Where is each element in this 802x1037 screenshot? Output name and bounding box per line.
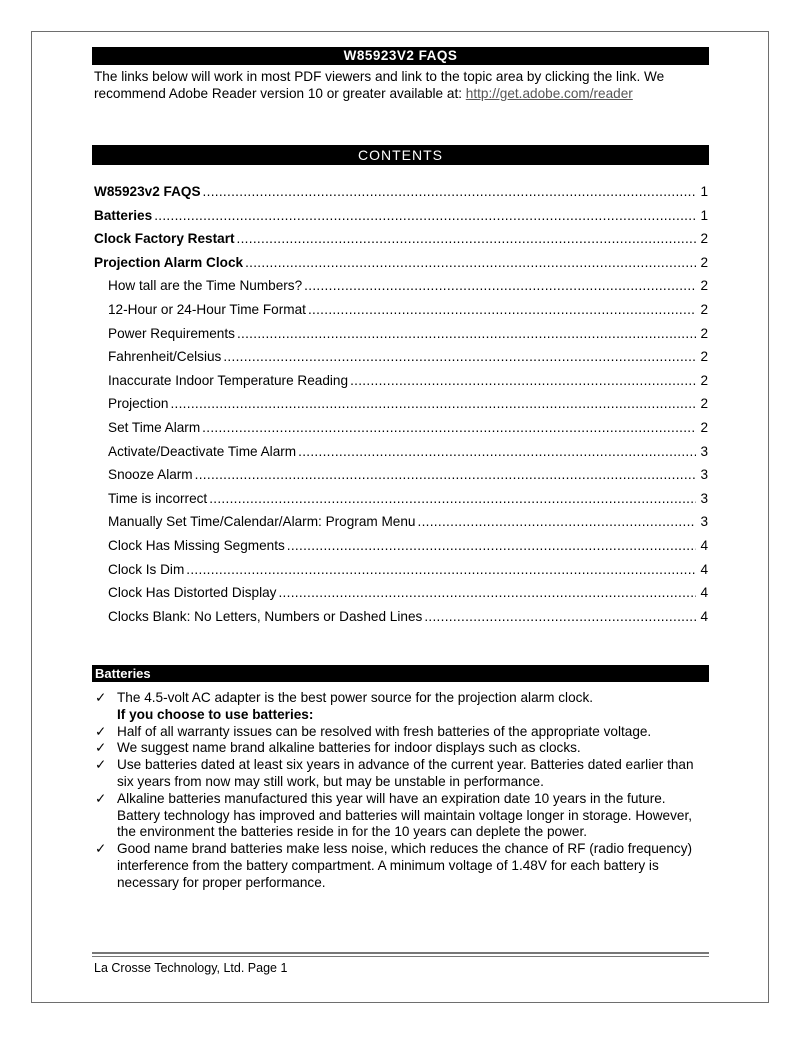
adobe-reader-link[interactable]: http://get.adobe.com/reader (465, 86, 633, 101)
toc-item-missing-segments[interactable] (94, 534, 708, 558)
toc-item-label: Clock Factory Restart (94, 231, 235, 247)
toc-item-page: 4 (700, 585, 708, 601)
toc-item-time-numbers[interactable] (94, 274, 708, 298)
toc-item-clock-factory-restart[interactable] (94, 227, 708, 251)
toc-item-label: Inaccurate Indoor Temperature Reading (108, 372, 349, 388)
toc-item-snooze-alarm[interactable] (94, 463, 708, 487)
toc-item-label: Clocks Blank: No Letters, Numbers or Dashed Lines (108, 608, 423, 624)
toc-leader (237, 322, 697, 346)
toc-item-label: Snooze Alarm (108, 467, 193, 483)
toc-item-label: W85923v2 FAQS (94, 184, 201, 199)
toc-leader (209, 487, 696, 511)
toc-item-page: 3 (700, 443, 708, 459)
toc-item-time-format[interactable] (94, 298, 708, 322)
toc-item-label: Manually Set Time/Calendar/Alarm: Program Menu (108, 514, 416, 530)
toc-item-label: 12-Hour or 24-Hour Time Format (108, 301, 306, 317)
toc-item-page: 2 (700, 349, 708, 365)
batteries-list (95, 690, 710, 892)
toc-item-distorted-display[interactable] (94, 581, 708, 605)
toc-item-set-time-alarm[interactable] (94, 416, 708, 440)
batteries-heading: Batteries (92, 665, 709, 682)
list-item (95, 740, 710, 757)
toc-item-inaccurate-temperature[interactable] (94, 369, 708, 393)
toc-item-page: 4 (700, 608, 708, 624)
toc-item-label: Clock Has Missing Segments (108, 537, 285, 553)
toc-item-label: Power Requirements (108, 325, 235, 341)
toc-leader (170, 392, 696, 416)
toc-item-projection[interactable] (94, 392, 708, 416)
list-item-text: Use batteries dated at least six years in advance of the current year. Batteries dated earlier than six years from now may still work, but may be unstable in performance. (117, 757, 694, 789)
toc-item-label: Fahrenheit/Celsius (108, 349, 222, 365)
toc-leader (186, 558, 696, 582)
list-item-subheading: If you choose to use batteries: (117, 706, 314, 722)
toc-item-power-requirements[interactable] (94, 322, 708, 346)
toc-item-page: 2 (700, 325, 708, 341)
checkmark-icon: ✓ (95, 757, 107, 773)
toc-item-page: 4 (700, 537, 708, 553)
list-item (95, 841, 710, 891)
toc-leader (278, 581, 696, 605)
toc-item-fahrenheit-celsius[interactable] (94, 345, 708, 369)
toc-item-w85923v2-faqs[interactable] (94, 180, 708, 204)
toc-leader (245, 251, 696, 275)
footer-divider (92, 952, 709, 954)
list-item-text: We suggest name brand alkaline batteries for indoor displays such as clocks. (117, 740, 581, 756)
toc-leader (287, 534, 697, 558)
toc-item-page: 2 (700, 419, 708, 435)
toc-leader (203, 180, 697, 204)
list-item-text: Alkaline batteries manufactured this year will have an expiration date 10 years in the future. Battery technology has improved and batteries will maintain voltage longer in storage. However, the environment the batteries reside in for the 10 years can deplete the power. (117, 790, 693, 840)
list-item-text: The 4.5-volt AC adapter is the best power source for the projection alarm clock. (117, 690, 594, 705)
checkmark-icon: ✓ (95, 690, 107, 705)
table-of-contents (94, 180, 708, 628)
checkmark-icon: ✓ (95, 841, 107, 857)
toc-item-projection-alarm-clock[interactable] (94, 251, 708, 275)
toc-leader (202, 416, 696, 440)
toc-leader (424, 605, 696, 629)
toc-leader (304, 274, 696, 298)
toc-leader (298, 440, 696, 464)
list-item (95, 757, 710, 791)
document-title: W85923V2 FAQS (92, 47, 709, 65)
list-item-text: Half of all warranty issues can be resolved with fresh batteries of the appropriate voltage. (117, 723, 652, 739)
toc-item-label: Batteries (94, 207, 153, 223)
toc-item-page: 3 (700, 490, 708, 506)
toc-leader (308, 298, 697, 322)
toc-leader (237, 227, 697, 251)
list-item (95, 690, 710, 724)
checkmark-icon: ✓ (95, 790, 107, 806)
toc-item-label: Clock Has Distorted Display (108, 585, 277, 601)
toc-item-label: Set Time Alarm (108, 419, 201, 435)
toc-leader (223, 345, 696, 369)
toc-item-label: Activate/Deactivate Time Alarm (108, 443, 297, 459)
list-item-text: Good name brand batteries make less noise, which reduces the chance of RF (radio frequency) interference from the battery compartment. A minimum voltage of 1.48V for each battery is necessary for proper performance. (117, 841, 693, 890)
checkmark-icon: ✓ (95, 740, 107, 756)
toc-item-page: 3 (700, 514, 708, 530)
toc-item-page: 4 (700, 561, 708, 577)
toc-item-page: 2 (700, 396, 708, 412)
toc-leader (350, 369, 696, 393)
toc-item-page: 3 (700, 467, 708, 483)
toc-item-batteries[interactable] (94, 204, 708, 228)
toc-item-page: 2 (700, 372, 708, 388)
toc-item-label: Projection (108, 396, 169, 412)
toc-item-activate-alarm[interactable] (94, 440, 708, 464)
footer-divider-thin (92, 956, 709, 957)
contents-heading: CONTENTS (92, 145, 709, 165)
toc-item-label: Time is incorrect (108, 490, 208, 506)
list-item (95, 791, 710, 841)
toc-item-clocks-blank[interactable] (94, 605, 708, 629)
toc-item-page: 2 (700, 231, 708, 247)
toc-item-page: 2 (700, 301, 708, 317)
checkmark-icon: ✓ (95, 723, 107, 739)
intro-text: The links below will work in most PDF viewers and link to the topic area by clicking the link. We recommend Adobe Reader version 10 or greater available at: (94, 69, 665, 101)
toc-item-program-menu[interactable] (94, 510, 708, 534)
list-item (95, 724, 710, 741)
toc-item-time-incorrect[interactable] (94, 487, 708, 511)
toc-leader (154, 204, 696, 228)
page-footer: La Crosse Technology, Ltd. Page 1 (94, 961, 288, 975)
toc-item-page: 2 (700, 254, 708, 270)
toc-item-label: Projection Alarm Clock (94, 254, 244, 270)
toc-item-page: 1 (700, 207, 708, 223)
toc-item-page: 1 (700, 184, 708, 199)
toc-item-label: Clock Is Dim (108, 561, 185, 577)
toc-item-page: 2 (700, 278, 708, 294)
toc-leader (195, 463, 697, 487)
toc-item-label: How tall are the Time Numbers? (108, 278, 303, 294)
toc-leader (418, 510, 697, 534)
intro-paragraph (94, 68, 709, 102)
toc-item-clock-dim[interactable] (94, 558, 708, 582)
